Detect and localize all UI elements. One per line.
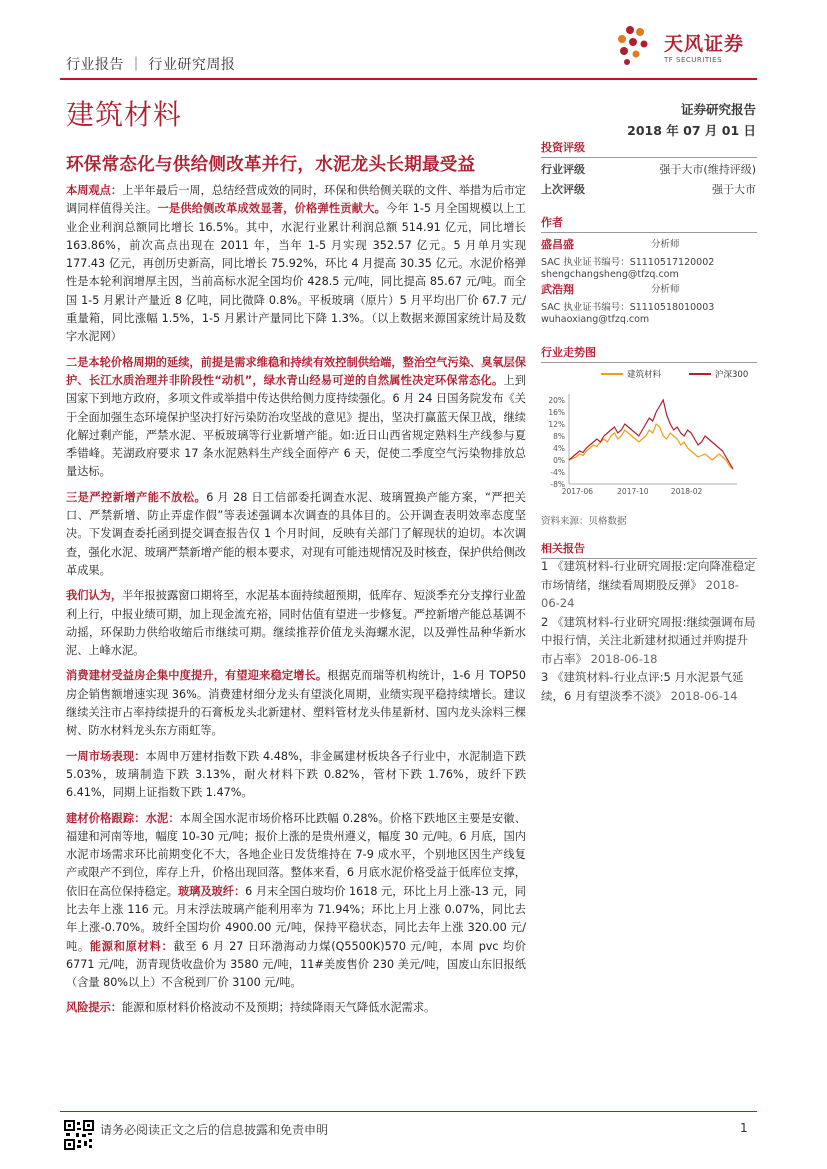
legend-label: 建筑材料	[627, 370, 662, 380]
industry-name: 建筑材料	[66, 98, 183, 131]
header-rule	[60, 78, 757, 80]
para-text: 上半年最后一周，总结经营成效的同时，环保和供给侧关联的文件、举措为后市定调同样值得关注。	[66, 184, 526, 216]
paragraph-risk	[66, 999, 526, 1017]
author-cert: SAC 执业证书编号：S1110517120002	[541, 257, 715, 268]
y-tick-label: -8%	[550, 480, 565, 489]
author-role: 分析师	[651, 239, 680, 250]
para-text: 截至 6 月 27 日环渤海动力煤(Q5500K)570 元/吨，本周 pvc 均价 6771 元/吨，沥青现货收盘价为 3580 元/吨，11#美废售价 230 美元/吨，国废山东旧报纸（含量 80%以上）不含税到厂价 3100 元/吨。	[66, 939, 526, 990]
para-bold: 三是严控新增产能不放松。	[66, 490, 207, 504]
para-text: 能源和原材料价格波动不及预期；持续降雨天气降低水泥需求。	[121, 1001, 436, 1015]
logo-text-cn: 天风证券	[664, 33, 745, 55]
para-bold: 玻璃及玻纤：	[177, 884, 246, 898]
para-bold: 消费建材受益房企集中度提升，有望迎来稳定增长。	[66, 669, 328, 683]
x-tick-label: 2017-06	[561, 487, 594, 496]
y-tick-label: 20%	[548, 396, 565, 405]
y-tick-label: 12%	[548, 420, 565, 429]
paragraph-consumer	[66, 667, 526, 740]
y-tick-label: 0%	[553, 456, 565, 465]
paragraph-opinion	[66, 587, 526, 660]
author-name: 武浩翔	[541, 283, 574, 296]
para-text: 上到国家下到地方政府，多项文件或举措中传达供给侧力度持续强化。6 月 24 日国务院发布《关于全面加强生态环境保护坚决打好污染防治攻坚战的意见》提出，坚决打赢蓝天保卫战，继续化解过剩产能，严禁水泥、平板玻璃等行业新增产能。如:近日山西省规定熟料生产线参与夏季错峰。芜湖政府要求 17 条水泥熟料生产线全面停产 6 天，促使二季度空气污染物排放总量达标。	[66, 373, 526, 479]
x-tick-label: 2018-02	[670, 487, 703, 496]
related-report-title[interactable]: 3 《建筑材料-行业点评:5 月水泥景气延续，6 月有望淡季不淡》	[541, 670, 744, 703]
rating-value: 强于大市(维持评级)	[659, 163, 756, 176]
report-type: 证券研究报告	[680, 102, 756, 117]
company-logo	[612, 23, 762, 69]
related-report-date: 2018-06-18	[590, 651, 658, 666]
para-text: 半年报披露窗口期将至，水泥基本面持续超预期，低库存、短淡季充分支撑行业盈利上行，中报业绩可期，加上现金流充裕，同时估值有望进一步修复。严控新增产能总基调不动摇，环保助力供给收缩后市继续可期。继续推荐价值龙头海螺水泥，以及弹性品种华新水泥、上峰水泥。	[66, 589, 526, 658]
paragraph-environment	[66, 354, 526, 482]
report-category: 行业报告 ｜ 行业研究周报	[66, 57, 236, 73]
trend-section	[541, 344, 757, 363]
paragraph-view	[66, 182, 526, 347]
author-role: 分析师	[651, 284, 680, 295]
para-bold: 二是本轮价格周期的延续，前提是需求维稳和持续有效控制供给端，整治空气污染、臭氧层保护、长江水质治理并非阶段性“动机”，绿水青山经易可逆的自然属性决定环保常态化。	[66, 355, 526, 387]
trend-section-title: 行业走势图	[541, 344, 757, 363]
report-title: 环保常态化与供给侧改革并行，水泥龙头长期最受益	[66, 155, 476, 175]
author-email[interactable]: wuhaoxiang@tfzq.com	[541, 314, 650, 325]
paragraph-capacity	[66, 489, 526, 580]
logo-mark-icon	[612, 23, 660, 69]
related-reports-list	[541, 557, 757, 705]
para-text: 今年 1-5 月全国规模以上工业企业利润总额同比增长 16.5%。其中，水泥行业累计利润总额 514.91 亿元，同比增长 163.86%，前次高点出现在 2011 年，当年 1-5 月实现 352.57 亿元。5 月单月实现 177.43 亿元，再创历史新高，同比增长 75.92%，环比 4 月提高 30.35 亿元。水泥价格弹性是本轮利润增厚主因，当前高标水泥全国均价 428.5 元/吨，同比提高 85.67 元/吨。而全国 1-5 月累计产量近 8 亿吨，同比微降 0.8%。平板玻璃（原片）5 月平均出厂价 67.7 元/重量箱，同比涨幅 1.5%，1-5 月累计产量同比下降 1.3%。（以上数据来源国家统计局及数字水泥网）	[66, 202, 526, 344]
para-bold: 建材价格跟踪：水泥：	[66, 811, 180, 825]
paragraph-prices	[66, 810, 526, 993]
rating-section-title: 投资评级	[541, 139, 757, 158]
trend-chart	[541, 366, 749, 500]
related-report-date: 2018-06-14	[670, 688, 738, 703]
para-lead: 本周观点：	[66, 184, 123, 197]
para-text: 6 月末全国白玻均价 1618 元，环比上月上涨-13 元，同比去年上涨 116 元。月末浮法玻璃产能利用率为 71.94%；环比上月上涨 0.07%，同比去年上涨-0.70%。玻纤全国均价 4900.00 元/吨，保持平稳状态，同比去年上涨 320.00 元/吨。	[66, 884, 526, 953]
related-report-item[interactable]	[541, 613, 757, 669]
author-cert: SAC 执业证书编号：S1110518010003	[541, 302, 715, 313]
related-section-title: 相关报告	[541, 540, 757, 559]
rating-label: 上次评级	[541, 183, 585, 196]
para-bold: 能源和原材料：	[89, 939, 174, 953]
rating-section	[541, 139, 757, 158]
page-number: 1	[740, 1121, 748, 1135]
authors-section	[541, 214, 757, 233]
para-bold: 一是供给侧改革成效显著，价格弹性贡献大。	[157, 202, 387, 216]
rating-value: 强于大市	[712, 183, 756, 196]
para-text: 本周申万建材指数下跌 4.48%，非金属建材板块各子行业中，水泥制造下跌 5.03%，玻璃制造下跌 3.13%，耐火材料下跌 0.82%，管材下跌 1.76%，玻纤下跌 6.41%，同期上证指数下跌 1.47%。	[66, 749, 526, 800]
para-bold: 一周市场表现：	[66, 749, 146, 763]
footer-disclaimer: 请务必阅读正文之后的信息披露和免责申明	[100, 1123, 329, 1137]
paragraph-market	[66, 748, 526, 803]
chart-source: 资料来源：贝格数据	[541, 516, 627, 527]
para-text: 6 月 28 日工信部委托调查水泥、玻璃置换产能方案，“严把关口、严禁新增、防止弄虚作假”等表述强调本次调查的具体目的。公开调查表明效率态度坚决。下发调查委托函到提交调查报告仅 1 个月时间，反映有关部门了解现状的迫切。本次调查，强化水泥、玻璃严禁新增产能的根本要求，对现有可能违规情况及时核查，保护供给侧改革成果。	[66, 490, 526, 577]
series-line	[569, 400, 733, 469]
y-tick-label: 16%	[548, 408, 565, 417]
related-report-title[interactable]: 1 《建筑材料-行业研究周报:定向降准稳定市场情绪，继续看周期股反弹》	[541, 559, 756, 592]
qr-code-icon	[64, 1120, 94, 1150]
author-card	[541, 281, 756, 325]
author-name: 盛昌盛	[541, 238, 574, 251]
related-report-item[interactable]	[541, 668, 757, 705]
related-report-item[interactable]	[541, 557, 757, 613]
para-text: 本周全国水泥市场价格环比跌幅 0.28%。价格下跌地区主要是安徽、福建和河南等地，幅度 10-30 元/吨；报价上涨的是贵州遵义，幅度 30 元/吨。6 月底，国内水泥市场需求环比前期变化不大，各地企业日发货维持在 7-9 成水平，个别地区因生产线复产或限产不到位，库存上升，价格出现回落。整体来看，6 月底水泥价格受益于低库位支撑，依旧在高位保持稳定。	[66, 811, 526, 898]
rating-label: 行业评级	[541, 163, 585, 176]
trend-chart-svg	[541, 366, 749, 496]
author-card	[541, 236, 756, 280]
y-tick-label: 8%	[553, 432, 565, 441]
para-text: 根据克而瑞等机构统计，1-6 月 TOP50 房企销售额增速实现 36%。消费建材细分龙头有望淡化周期，业绩实现平稳持续增长。建议继续关注市占率持续提升的石膏板龙头北新建材、塑料管材龙头伟星新材、国内龙头涂料三棵树、防水材料龙头东方雨虹等。	[66, 669, 526, 738]
para-bold: 风险提示：	[66, 1001, 122, 1015]
author-email[interactable]: shengchangsheng@tfzq.com	[541, 269, 679, 280]
x-tick-label: 2017-10	[617, 487, 649, 496]
series-line	[569, 424, 733, 469]
y-tick-label: -4%	[550, 468, 565, 477]
report-date: 2018 年 07 月 01 日	[627, 123, 756, 138]
logo-text-en: TF SECURITIES	[664, 56, 723, 64]
y-tick-label: 4%	[553, 444, 565, 453]
authors-section-title: 作者	[541, 214, 757, 233]
para-bold: 我们认为，	[66, 589, 123, 603]
main-body	[66, 182, 526, 1025]
related-report-title[interactable]: 2 《建筑材料-行业研究周报:继续强调布局中报行情，关注北新建材拟通过并购提升市占率》	[541, 614, 756, 666]
legend-label: 沪深300	[715, 370, 749, 380]
related-report-date: 2018-06-24	[541, 577, 740, 610]
footer-rule	[60, 1111, 757, 1112]
